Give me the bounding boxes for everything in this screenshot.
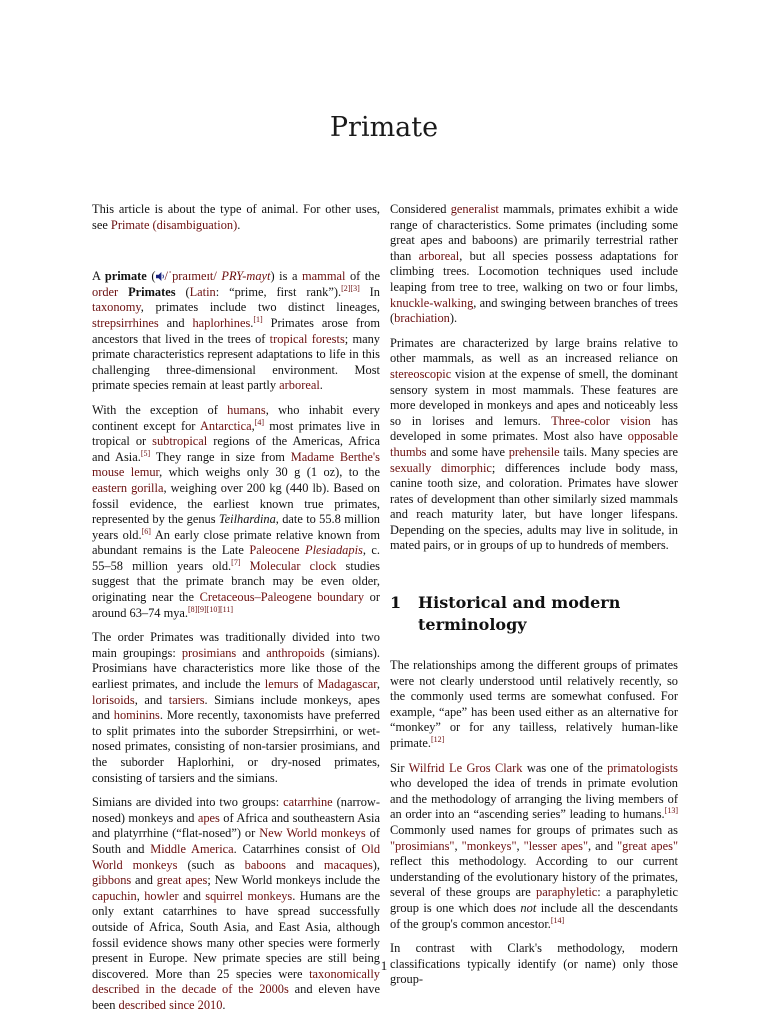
citation-ref[interactable]: [12] — [430, 734, 445, 744]
speaker-icon[interactable] — [156, 272, 165, 281]
middle-america-link[interactable]: Middle America — [150, 841, 234, 856]
citation-ref[interactable]: [2][3] — [341, 283, 360, 293]
howler-link[interactable]: howler — [144, 888, 179, 903]
described-2000s-link[interactable]: taxonomically described in the decade of the 2000s — [92, 966, 380, 997]
antarctica-link[interactable]: Antarctica — [199, 418, 252, 433]
great-apes-link[interactable]: great apes — [156, 873, 208, 888]
brains-paragraph: Primates are characterized by large brains relative to other mammals, as well as an increased reliance on stereoscopic vision at the expense of smell, the dominant sensory system in most mammals. These features are more developed in monkeys and apes and noticeably less so in lorises and lemurs. Three-color vision has developed in some primates. Most also have opposable thumbs and some have prehensile tails. Many species are sexually dimorphic; differences include body mass, canine tooth size, and coloration. Primates have slower rates of development than other similarly sized mammals and reach maturity later, but have longer lifespans. Depending on the species, adults may live in solitude, in mated pairs, or in groups of up to hundreds of members. — [390, 335, 679, 553]
madagascar-link[interactable]: Madagascar — [317, 677, 377, 692]
right-column — [390, 202, 678, 997]
citation-ref[interactable]: [14] — [550, 915, 565, 925]
molecular-clock-link[interactable]: Molecular clock — [249, 558, 337, 573]
catarrhine-link[interactable]: catarrhine — [283, 795, 333, 810]
mammal-link[interactable]: mammal — [302, 269, 346, 284]
macaques-link[interactable]: macaques — [323, 857, 373, 872]
anthropoids-link[interactable]: anthropoids — [266, 645, 325, 660]
left-column — [92, 202, 380, 1023]
citation-ref[interactable]: [1] — [253, 314, 263, 324]
ipa-link[interactable]: /ˈpraɪmeɪt/ — [164, 269, 217, 284]
monkeys-quoted-link[interactable]: "monkeys" — [461, 838, 517, 853]
lesser-apes-quoted-link[interactable]: "lesser apes" — [523, 838, 589, 853]
paraphyletic-link[interactable]: paraphyletic — [536, 885, 598, 900]
citation-ref[interactable]: [5] — [140, 448, 151, 458]
section-heading — [390, 592, 678, 636]
kpg-boundary-link[interactable]: Cretaceous–Paleogene boundary — [199, 590, 365, 605]
order-link[interactable]: order — [92, 284, 119, 299]
lorisoids-link[interactable]: lorisoids — [92, 692, 135, 707]
new-world-monkeys-link[interactable]: New World monkeys — [259, 826, 366, 841]
mouse-lemur-link[interactable]: Madame Berthe's mouse lemur — [92, 449, 380, 480]
citation-ref[interactable]: [4] — [254, 417, 265, 427]
baboons-link[interactable]: baboons — [244, 857, 286, 872]
section-number: 1 — [390, 593, 402, 613]
citation-ref[interactable]: [8][9][10][11] — [188, 604, 234, 614]
intro-paragraph: A primate ( /ˈpraɪmeɪt/ PRY-mayt) is a mammal of the order Primates (Latin: “prime, first rank”).[2][3] In taxonomy, primates include two distinct lineages, strepsirrhines and haplorhines.[1] Primates arose from ancestors that lived in the trees of tropical forests; many primate characteristics represent adaptations to life in this challenging three-dimensional environment. Most primate species remain at least partly arboreal. — [92, 269, 380, 393]
simians-paragraph: Simians are divided into two groups: catarrhine (narrow-nosed) monkeys and apes of Africa and southeastern Asia and platyrrhine (“flat-nosed”) or New World monkeys of South and Middle America. Catarrhines consist of Old World monkeys (such as baboons and macaques), gibbons and great apes; New World monkeys include the capuchin, howler and squirrel monkeys. Humans are the only extant catarrhines to have spread successfully outside of Africa, South Asia, and East Asia, although fossil evidence shows many other species were formerly present in Europe. New primate species are still being discovered. More than 25 species were taxonomically described in the decade of the 2000s and eleven have been described since 2010. — [92, 795, 381, 1012]
plesiadapis-link[interactable]: Plesiadapis — [305, 543, 363, 558]
citation-ref[interactable]: [13] — [664, 806, 678, 816]
gibbons-link[interactable]: gibbons — [92, 873, 132, 888]
primatologists-link[interactable]: primatologists — [607, 760, 678, 775]
characteristics-paragraph: Considered generalist mammals, primates exhibit a wide range of characteristics. Some primates (including some great apes and baboons) are primarily terrestrial rather than arboreal, but all species possess adaptations for climbing trees. Locomotion techniques used include leaping from tree to tree, walking on two or four limbs, knuckle-walking, and swinging between branches of trees (brachiation). — [390, 202, 678, 326]
page-title: Primate — [329, 112, 439, 143]
clark-paragraph: Sir Wilfrid Le Gros Clark was one of the primatologists who developed the idea of trends in primate evolution and the methodology of arranging the living members of an order into an “ascending series” leading to humans.[13] Commonly used names for groups of primates such as "prosimians", "monkeys", "lesser apes", and "great apes" reflect this methodology. According to our current understanding of the evolutionary history of the primates, several of these groups are paraphyletic: a paraphyletic group is one which does not include all the descendants of the group's common ancestor.[14] — [390, 760, 679, 931]
apes-link[interactable]: apes — [197, 810, 220, 825]
prehensile-link[interactable]: prehensile — [508, 444, 560, 459]
lemurs-link[interactable]: lemurs — [264, 677, 299, 692]
prosimians-quoted-link[interactable]: "prosimians" — [390, 838, 455, 853]
page-number: 1 — [380, 958, 388, 973]
sexually-dimorphic-link[interactable]: sexually dimorphic — [390, 460, 492, 475]
contrast-paragraph: In contrast with Clark's methodology, modern classifications typically identify (or name) only those group- — [390, 941, 678, 987]
prosimians-link[interactable]: prosimians — [181, 645, 237, 660]
humans-link[interactable]: humans — [227, 402, 266, 417]
three-color-vision-link[interactable]: Three-color vision — [551, 413, 651, 428]
hatnote: This article is about the type of animal. For other uses, see Primate (disambiguation). — [92, 202, 380, 232]
squirrel-monkeys-link[interactable]: squirrel monkeys — [205, 888, 293, 903]
taxonomy-link[interactable]: taxonomy — [92, 300, 141, 315]
tropical-forests-link[interactable]: tropical forests — [269, 331, 345, 346]
latin-link[interactable]: Latin — [189, 284, 216, 299]
groupings-paragraph: The order Primates was traditionally divided into two main groupings: prosimians and anthropoids (simians). Prosimians have characteristics more like those of the earliest primates, and include the lemurs of Madagascar, lorisoids, and tarsiers. Simians include monkeys, apes and hominins. More recently, taxonomists have preferred to split primates into the suborder Strepsirrhini, or wet-nosed primates, consisting of non-tarsier prosimians, and the suborder Haplorhini, or dry-nosed primates, consisting of tarsiers and the simians. — [92, 630, 381, 785]
generalist-link[interactable]: generalist — [450, 202, 499, 216]
old-world-monkeys-link[interactable]: Old World monkeys — [92, 841, 381, 872]
disambiguation-link[interactable]: Primate (disambiguation) — [110, 217, 238, 232]
eastern-gorilla-link[interactable]: eastern gorilla — [92, 480, 164, 495]
brachiation-link[interactable]: brachiation — [394, 311, 450, 326]
section-title: Historical and modern terminology — [418, 593, 621, 635]
citation-ref[interactable]: [6] — [141, 526, 151, 536]
arboreal-link[interactable]: arboreal — [418, 248, 460, 263]
haplorhines-link[interactable]: haplorhines — [192, 315, 251, 330]
strepsirrhines-link[interactable]: strepsirrhines — [92, 315, 159, 330]
great-apes-quoted-link[interactable]: "great apes" — [617, 838, 679, 853]
tarsiers-link[interactable]: tarsiers — [168, 692, 205, 707]
arboreal-link[interactable]: arboreal — [279, 378, 320, 393]
distribution-paragraph: With the exception of humans, who inhabit every continent except for Antarctica,[4] most primates live in tropical or subtropical regions of the Americas, Africa and Asia.[5] They range in size from Madame Berthe's mouse lemur, which weighs only 30 g (1 oz), to the eastern gorilla, weighing over 200 kg (440 lb). Based on fossil evidence, the earliest known true primates, represented by the genus Teilhardina, date to 55.8 million years old.[6] An early close primate relative known from abundant remains is the Late Paleocene Plesiadapis, c. 55–58 million years old.[7] Molecular clock studies suggest that the primate branch may be even older, originating near the Cretaceous–Paleogene boundary or around 63–74 mya.[8][9][10][11] — [92, 402, 381, 620]
hominins-link[interactable]: hominins — [113, 708, 160, 723]
subtropical-link[interactable]: subtropical — [152, 434, 208, 449]
terminology-paragraph: The relationships among the different groups of primates were not clearly understood until relatively recently, so the commonly used terms are somewhat confused. For example, “ape” has been used either as an alternative for “monkey” or for any tailless, relatively human-like primate.[12] — [390, 658, 678, 751]
clark-link[interactable]: Wilfrid Le Gros Clark — [408, 760, 523, 775]
paleocene-link[interactable]: Paleocene — [249, 543, 300, 558]
primate-term: primate — [104, 269, 147, 284]
opposable-thumbs-link[interactable]: opposable thumbs — [390, 429, 678, 459]
stereoscopic-link[interactable]: stereoscopic — [390, 366, 452, 381]
citation-ref[interactable]: [7] — [231, 557, 241, 567]
respelling-link[interactable]: PRY-mayt — [221, 269, 271, 284]
knuckle-walking-link[interactable]: knuckle-walking — [390, 295, 474, 310]
described-since-2010-link[interactable]: described since 2010 — [118, 997, 223, 1012]
capuchin-link[interactable]: capuchin — [92, 888, 137, 903]
